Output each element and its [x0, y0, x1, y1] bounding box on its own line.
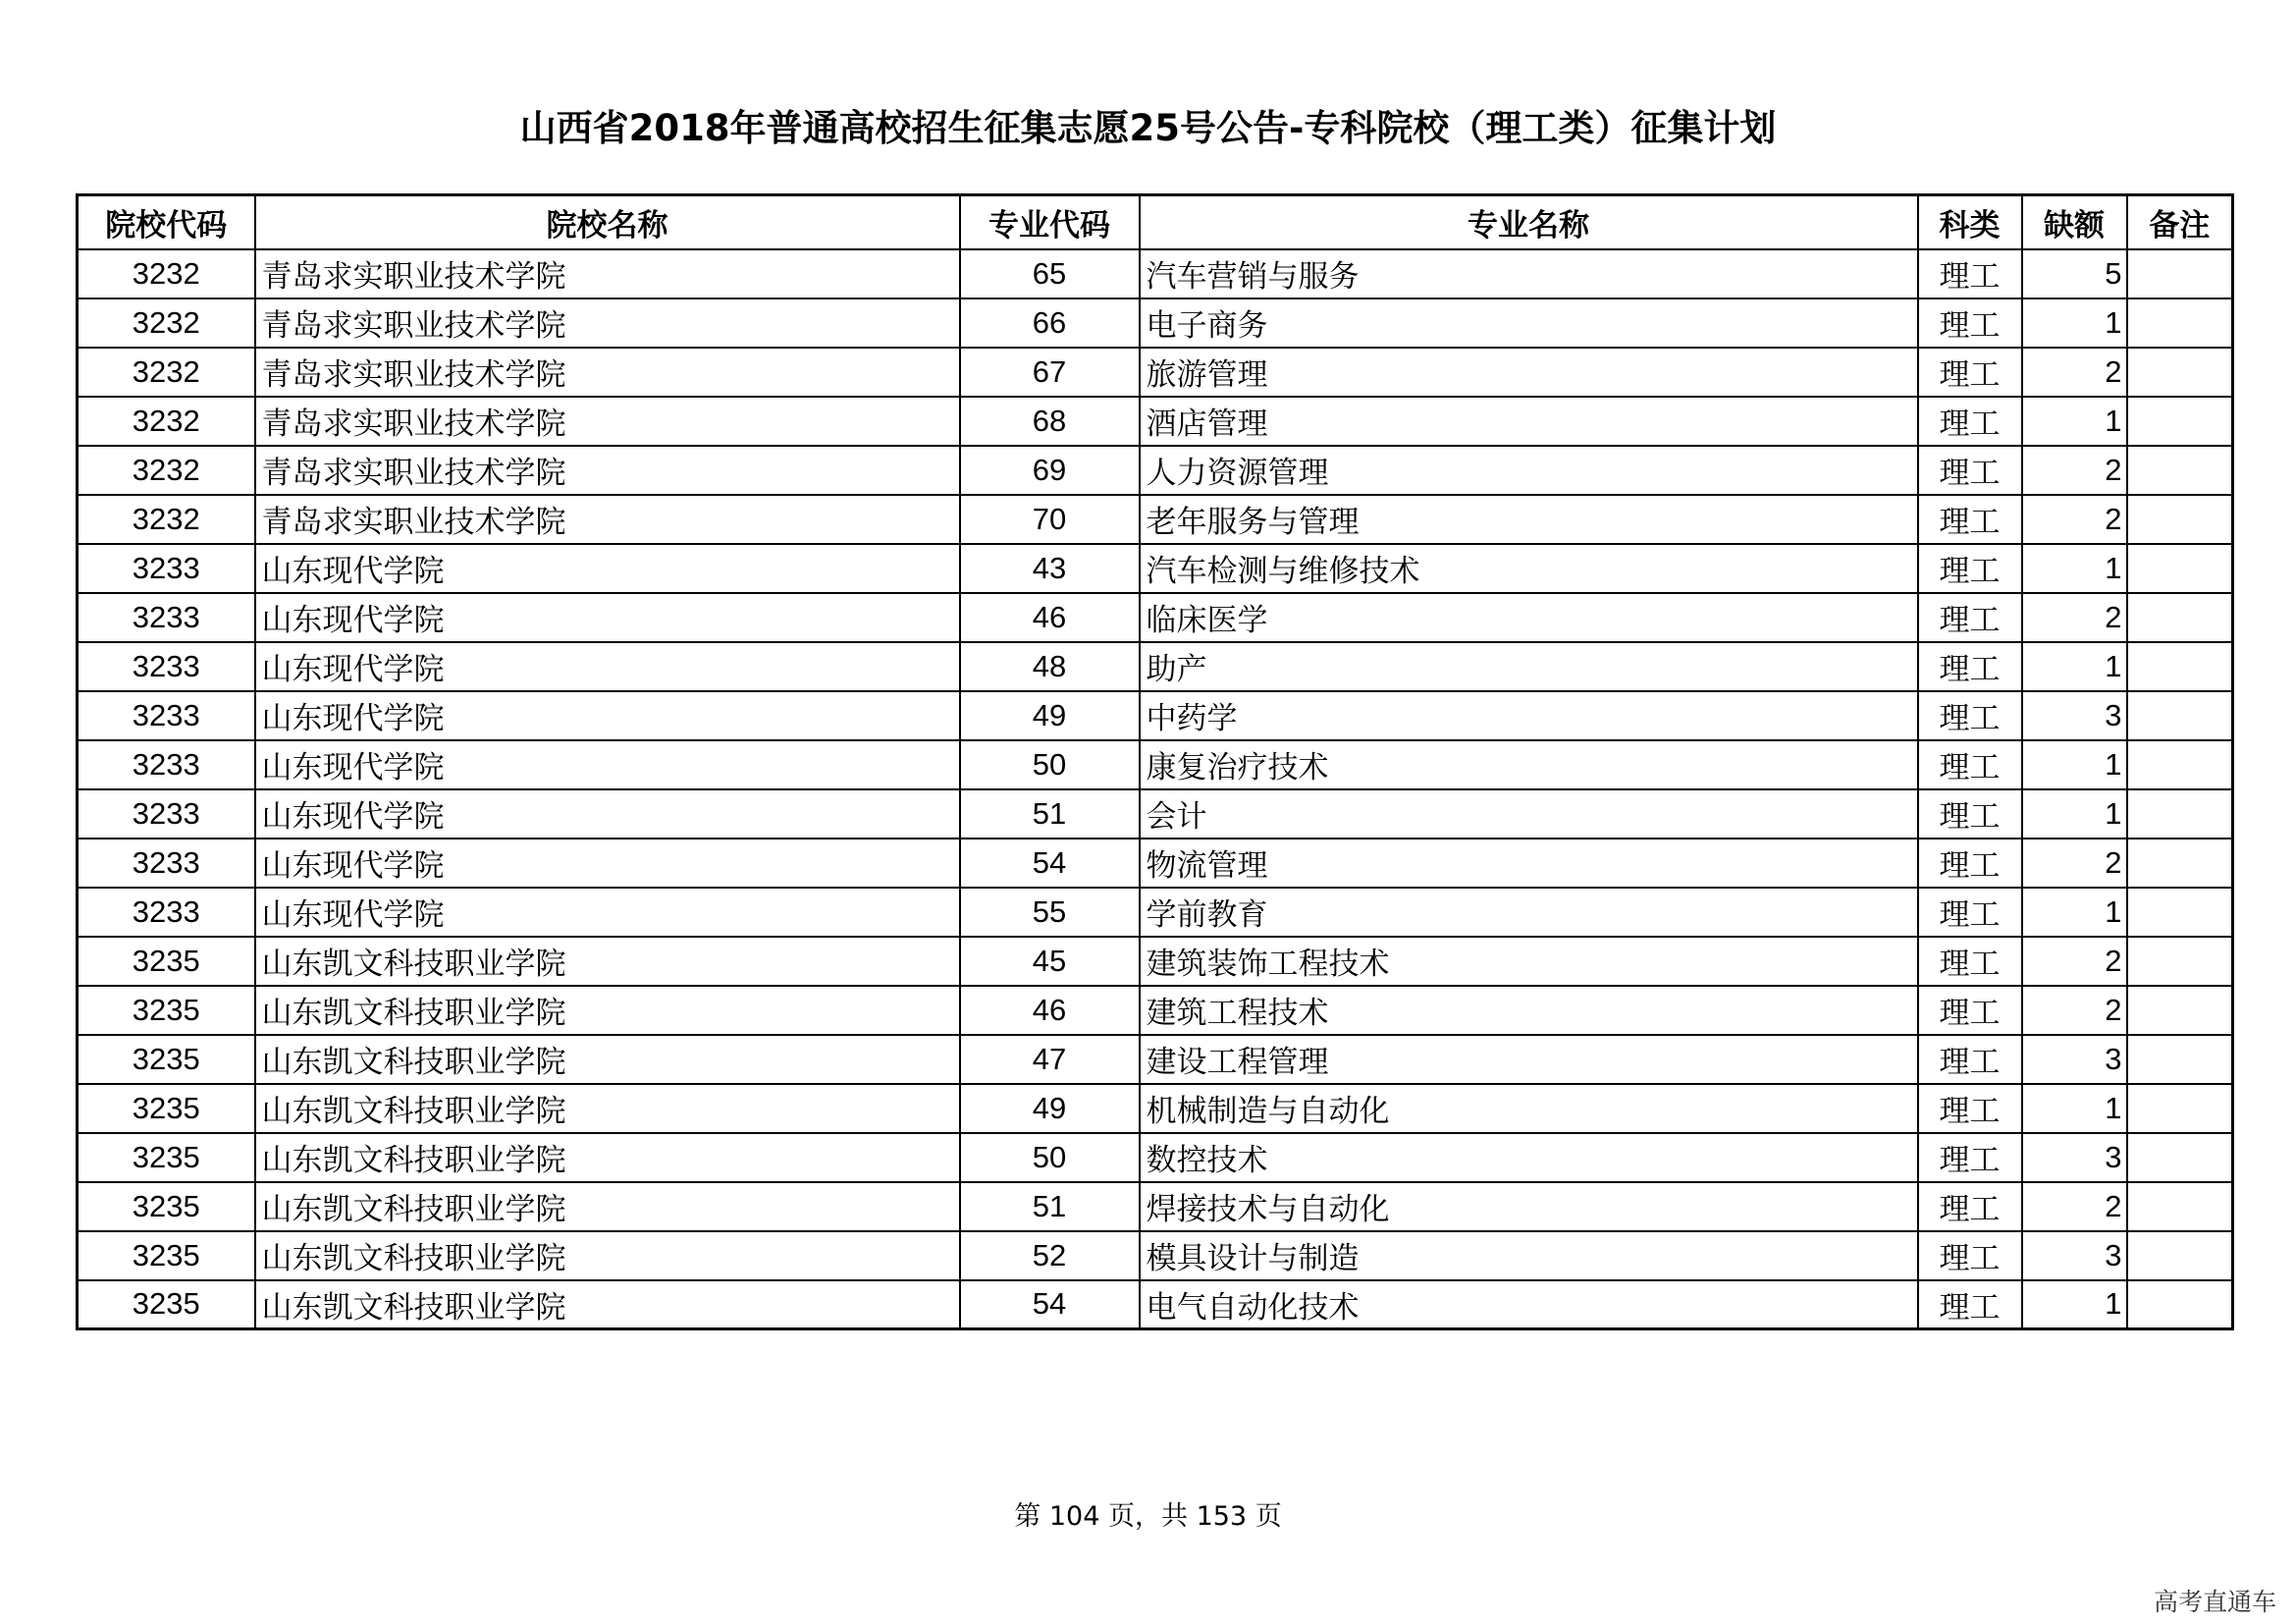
cell-school-name: 山东现代学院 — [255, 740, 960, 789]
cell-major-name: 康复治疗技术 — [1140, 740, 1918, 789]
header-major-name: 专业名称 — [1140, 195, 1918, 249]
cell-school-code: 3232 — [78, 348, 255, 397]
cell-school-name: 山东现代学院 — [255, 642, 960, 691]
cell-note — [2127, 495, 2233, 544]
table-row — [78, 1231, 2233, 1280]
cell-note — [2127, 740, 2233, 789]
cell-category: 理工 — [1918, 740, 2022, 789]
cell-category: 理工 — [1918, 544, 2022, 593]
cell-quota: 2 — [2022, 986, 2127, 1035]
cell-category: 理工 — [1918, 1182, 2022, 1231]
cell-quota: 2 — [2022, 495, 2127, 544]
cell-category: 理工 — [1918, 888, 2022, 937]
table-body — [78, 249, 2233, 1329]
table-row — [78, 544, 2233, 593]
cell-school-code: 3232 — [78, 249, 255, 298]
cell-school-name: 山东现代学院 — [255, 544, 960, 593]
table-row — [78, 1133, 2233, 1182]
table-row — [78, 446, 2233, 495]
cell-major-code: 45 — [960, 937, 1140, 986]
cell-note — [2127, 348, 2233, 397]
cell-school-name: 山东凯文科技职业学院 — [255, 1182, 960, 1231]
header-major-code: 专业代码 — [960, 195, 1140, 249]
cell-category: 理工 — [1918, 298, 2022, 348]
cell-major-name: 中药学 — [1140, 691, 1918, 740]
cell-quota: 1 — [2022, 397, 2127, 446]
table-row — [78, 937, 2233, 986]
cell-note — [2127, 888, 2233, 937]
table-row — [78, 888, 2233, 937]
table-row — [78, 642, 2233, 691]
cell-note — [2127, 1231, 2233, 1280]
cell-major-name: 临床医学 — [1140, 593, 1918, 642]
cell-note — [2127, 298, 2233, 348]
cell-school-name: 青岛求实职业技术学院 — [255, 249, 960, 298]
cell-quota: 2 — [2022, 348, 2127, 397]
cell-school-code: 3233 — [78, 789, 255, 839]
cell-major-name: 建设工程管理 — [1140, 1035, 1918, 1084]
cell-category: 理工 — [1918, 1084, 2022, 1133]
table-row — [78, 1280, 2233, 1329]
cell-quota: 3 — [2022, 1231, 2127, 1280]
cell-major-code: 50 — [960, 1133, 1140, 1182]
cell-category: 理工 — [1918, 839, 2022, 888]
cell-school-name: 山东凯文科技职业学院 — [255, 1133, 960, 1182]
cell-quota: 1 — [2022, 888, 2127, 937]
cell-major-code: 54 — [960, 1280, 1140, 1329]
cell-school-code: 3233 — [78, 888, 255, 937]
cell-major-code: 51 — [960, 789, 1140, 839]
table-row — [78, 495, 2233, 544]
cell-note — [2127, 1182, 2233, 1231]
cell-school-name: 山东现代学院 — [255, 691, 960, 740]
cell-major-code: 51 — [960, 1182, 1140, 1231]
cell-quota: 5 — [2022, 249, 2127, 298]
cell-note — [2127, 1035, 2233, 1084]
cell-quota: 2 — [2022, 1182, 2127, 1231]
table-row — [78, 1182, 2233, 1231]
table-row — [78, 789, 2233, 839]
cell-quota: 2 — [2022, 937, 2127, 986]
cell-school-code: 3233 — [78, 593, 255, 642]
cell-school-code: 3235 — [78, 1133, 255, 1182]
watermark: 高考直通车 — [2153, 1588, 2276, 1616]
cell-school-code: 3233 — [78, 839, 255, 888]
cell-major-code: 54 — [960, 839, 1140, 888]
cell-note — [2127, 691, 2233, 740]
cell-note — [2127, 249, 2233, 298]
table-row — [78, 691, 2233, 740]
cell-school-name: 山东现代学院 — [255, 593, 960, 642]
cell-note — [2127, 397, 2233, 446]
cell-major-name: 旅游管理 — [1140, 348, 1918, 397]
cell-school-code: 3235 — [78, 986, 255, 1035]
header-quota: 缺额 — [2022, 195, 2127, 249]
cell-note — [2127, 1133, 2233, 1182]
cell-major-name: 会计 — [1140, 789, 1918, 839]
cell-category: 理工 — [1918, 249, 2022, 298]
cell-major-code: 48 — [960, 642, 1140, 691]
cell-major-code: 65 — [960, 249, 1140, 298]
cell-category: 理工 — [1918, 937, 2022, 986]
cell-school-name: 青岛求实职业技术学院 — [255, 397, 960, 446]
page-number: 第 104 页，共 153 页 — [1014, 1501, 1282, 1532]
cell-quota: 2 — [2022, 839, 2127, 888]
cell-quota: 3 — [2022, 1133, 2127, 1182]
header-school-name: 院校名称 — [255, 195, 960, 249]
cell-major-code: 69 — [960, 446, 1140, 495]
page-title: 山西省2018年普通高校招生征集志愿25号公告-专科院校（理工类）征集计划 — [519, 107, 1777, 149]
cell-category: 理工 — [1918, 1231, 2022, 1280]
cell-major-name: 汽车营销与服务 — [1140, 249, 1918, 298]
cell-category: 理工 — [1918, 642, 2022, 691]
cell-school-code: 3232 — [78, 397, 255, 446]
cell-school-name: 山东凯文科技职业学院 — [255, 1035, 960, 1084]
cell-category: 理工 — [1918, 1133, 2022, 1182]
cell-major-name: 人力资源管理 — [1140, 446, 1918, 495]
cell-school-name: 山东凯文科技职业学院 — [255, 1084, 960, 1133]
cell-school-code: 3232 — [78, 495, 255, 544]
cell-school-code: 3233 — [78, 544, 255, 593]
table-row — [78, 1084, 2233, 1133]
cell-major-code: 46 — [960, 593, 1140, 642]
cell-major-name: 学前教育 — [1140, 888, 1918, 937]
cell-category: 理工 — [1918, 1280, 2022, 1329]
cell-category: 理工 — [1918, 446, 2022, 495]
cell-note — [2127, 1084, 2233, 1133]
cell-note — [2127, 937, 2233, 986]
cell-quota: 1 — [2022, 789, 2127, 839]
cell-quota: 2 — [2022, 593, 2127, 642]
cell-note — [2127, 593, 2233, 642]
cell-major-code: 43 — [960, 544, 1140, 593]
cell-quota: 1 — [2022, 1280, 2127, 1329]
cell-major-name: 建筑工程技术 — [1140, 986, 1918, 1035]
cell-major-code: 70 — [960, 495, 1140, 544]
cell-category: 理工 — [1918, 789, 2022, 839]
cell-major-code: 50 — [960, 740, 1140, 789]
cell-category: 理工 — [1918, 593, 2022, 642]
table-row — [78, 839, 2233, 888]
cell-school-name: 青岛求实职业技术学院 — [255, 298, 960, 348]
cell-major-code: 49 — [960, 1084, 1140, 1133]
cell-category: 理工 — [1918, 397, 2022, 446]
table-header-row — [78, 195, 2233, 249]
cell-major-name: 汽车检测与维修技术 — [1140, 544, 1918, 593]
cell-major-code: 66 — [960, 298, 1140, 348]
table-row — [78, 1035, 2233, 1084]
cell-school-code: 3235 — [78, 937, 255, 986]
cell-school-name: 山东凯文科技职业学院 — [255, 1280, 960, 1329]
cell-major-name: 物流管理 — [1140, 839, 1918, 888]
cell-note — [2127, 446, 2233, 495]
cell-school-code: 3233 — [78, 691, 255, 740]
table-row — [78, 348, 2233, 397]
cell-school-name: 青岛求实职业技术学院 — [255, 495, 960, 544]
cell-major-name: 建筑装饰工程技术 — [1140, 937, 1918, 986]
cell-major-code: 46 — [960, 986, 1140, 1035]
cell-category: 理工 — [1918, 691, 2022, 740]
cell-major-code: 68 — [960, 397, 1140, 446]
cell-note — [2127, 986, 2233, 1035]
cell-school-code: 3235 — [78, 1084, 255, 1133]
cell-school-code: 3235 — [78, 1182, 255, 1231]
cell-school-name: 山东现代学院 — [255, 789, 960, 839]
table-row — [78, 740, 2233, 789]
cell-major-name: 酒店管理 — [1140, 397, 1918, 446]
cell-school-code: 3235 — [78, 1035, 255, 1084]
cell-note — [2127, 642, 2233, 691]
cell-quota: 1 — [2022, 1084, 2127, 1133]
table-row — [78, 397, 2233, 446]
cell-school-code: 3235 — [78, 1280, 255, 1329]
header-note: 备注 — [2127, 195, 2233, 249]
table-row — [78, 249, 2233, 298]
cell-school-name: 山东凯文科技职业学院 — [255, 937, 960, 986]
cell-school-code: 3233 — [78, 642, 255, 691]
cell-note — [2127, 544, 2233, 593]
cell-category: 理工 — [1918, 986, 2022, 1035]
enrollment-plan-table — [76, 193, 2234, 1330]
cell-note — [2127, 789, 2233, 839]
cell-school-name: 山东凯文科技职业学院 — [255, 986, 960, 1035]
cell-quota: 3 — [2022, 1035, 2127, 1084]
cell-major-name: 电子商务 — [1140, 298, 1918, 348]
cell-category: 理工 — [1918, 1035, 2022, 1084]
cell-major-code: 55 — [960, 888, 1140, 937]
cell-school-name: 青岛求实职业技术学院 — [255, 446, 960, 495]
cell-school-code: 3232 — [78, 446, 255, 495]
cell-quota: 1 — [2022, 298, 2127, 348]
cell-quota: 1 — [2022, 740, 2127, 789]
cell-quota: 3 — [2022, 691, 2127, 740]
header-school-code: 院校代码 — [78, 195, 255, 249]
cell-major-code: 49 — [960, 691, 1140, 740]
cell-quota: 1 — [2022, 544, 2127, 593]
cell-school-name: 山东现代学院 — [255, 888, 960, 937]
cell-major-code: 52 — [960, 1231, 1140, 1280]
table-row — [78, 986, 2233, 1035]
table-row — [78, 298, 2233, 348]
cell-major-code: 47 — [960, 1035, 1140, 1084]
cell-major-name: 电气自动化技术 — [1140, 1280, 1918, 1329]
header-category: 科类 — [1918, 195, 2022, 249]
cell-major-name: 数控技术 — [1140, 1133, 1918, 1182]
cell-major-name: 机械制造与自动化 — [1140, 1084, 1918, 1133]
cell-school-code: 3235 — [78, 1231, 255, 1280]
cell-category: 理工 — [1918, 348, 2022, 397]
cell-major-name: 焊接技术与自动化 — [1140, 1182, 1918, 1231]
cell-school-name: 山东现代学院 — [255, 839, 960, 888]
cell-school-code: 3232 — [78, 298, 255, 348]
cell-major-name: 老年服务与管理 — [1140, 495, 1918, 544]
cell-quota: 1 — [2022, 642, 2127, 691]
cell-school-name: 山东凯文科技职业学院 — [255, 1231, 960, 1280]
cell-major-name: 助产 — [1140, 642, 1918, 691]
cell-note — [2127, 839, 2233, 888]
cell-school-name: 青岛求实职业技术学院 — [255, 348, 960, 397]
table-row — [78, 593, 2233, 642]
cell-school-code: 3233 — [78, 740, 255, 789]
cell-quota: 2 — [2022, 446, 2127, 495]
cell-category: 理工 — [1918, 495, 2022, 544]
cell-note — [2127, 1280, 2233, 1329]
cell-major-code: 67 — [960, 348, 1140, 397]
cell-major-name: 模具设计与制造 — [1140, 1231, 1918, 1280]
